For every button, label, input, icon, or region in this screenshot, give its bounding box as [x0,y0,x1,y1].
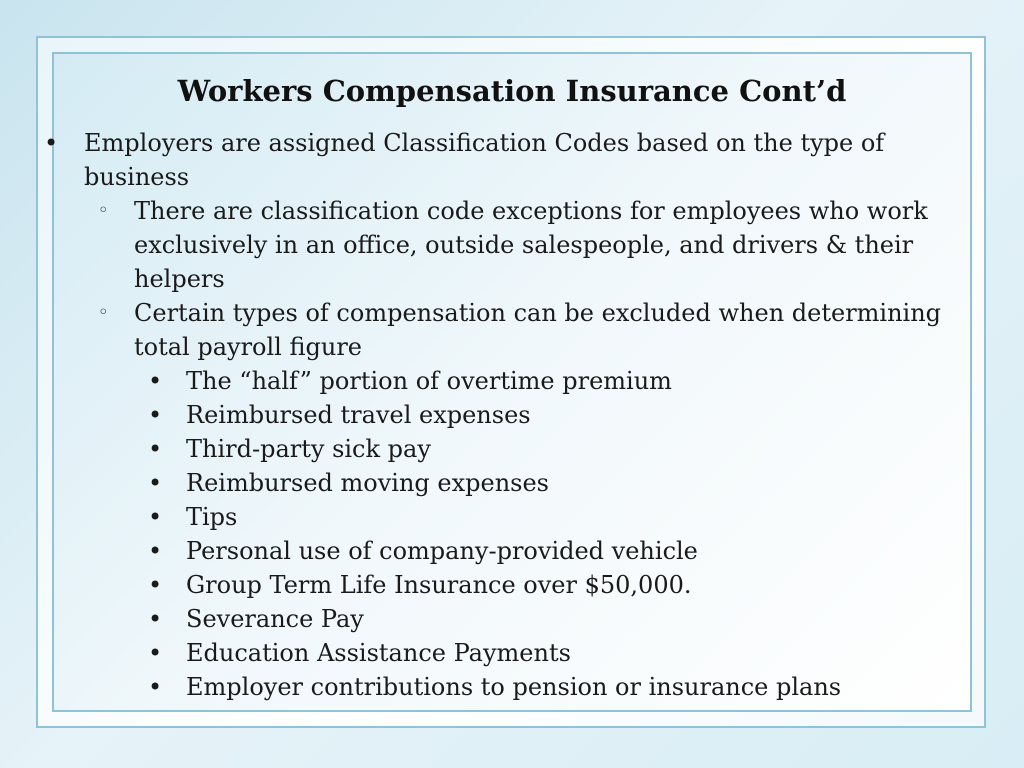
bullet-disc-icon: • [148,605,163,633]
bullet-disc-icon: • [44,129,59,157]
exclusion-text: Education Assistance Payments [186,639,571,667]
exclusion-text: Group Term Life Insurance over $50,000. [186,571,692,599]
sub-point-text: There are classification code exceptions for employees who work exclusively in an office, outside salespeople, and drivers & their helpers [134,197,928,293]
exclusion-item [0,466,1024,500]
slide-title: Workers Compensation Insurance Cont’d [177,74,847,108]
sub-point-text: Certain types of compensation can be excluded when determining total payroll figure [134,299,942,361]
exclusion-item [0,636,1024,670]
bullet-circle-icon: ◦ [98,200,109,221]
bullet-disc-icon: • [148,537,163,565]
exclusion-item [0,398,1024,432]
bullet-disc-icon: • [148,673,163,701]
exclusion-item [0,432,1024,466]
bullet-disc-icon: • [148,639,163,667]
main-point-text: Employers are assigned Classification Codes based on the type of business [84,129,885,191]
bullet-disc-icon: • [148,469,163,497]
bullet-disc-icon: • [148,367,163,395]
sub-point [0,296,1024,364]
sub-point [0,194,1024,296]
exclusion-text: Employer contributions to pension or insurance plans [186,673,842,701]
exclusion-text: Severance Pay [186,605,364,633]
bullet-disc-icon: • [148,401,163,429]
exclusion-text: The “half” portion of overtime premium [186,367,672,395]
exclusion-item [0,602,1024,636]
exclusion-text: Reimbursed travel expenses [186,401,531,429]
bullet-disc-icon: • [148,503,163,531]
bullet-disc-icon: • [148,571,163,599]
exclusion-item [0,670,1024,704]
exclusion-text: Reimbursed moving expenses [186,469,549,497]
exclusion-item [0,364,1024,398]
slide-content [0,126,1024,704]
bullet-circle-icon: ◦ [98,302,109,323]
main-point [0,126,1024,194]
bullet-disc-icon: • [148,435,163,463]
exclusion-text: Personal use of company-provided vehicle [186,537,698,565]
exclusion-item [0,568,1024,602]
exclusion-item [0,500,1024,534]
exclusion-item [0,534,1024,568]
exclusion-text: Third-party sick pay [186,435,431,463]
exclusion-text: Tips [186,503,238,531]
